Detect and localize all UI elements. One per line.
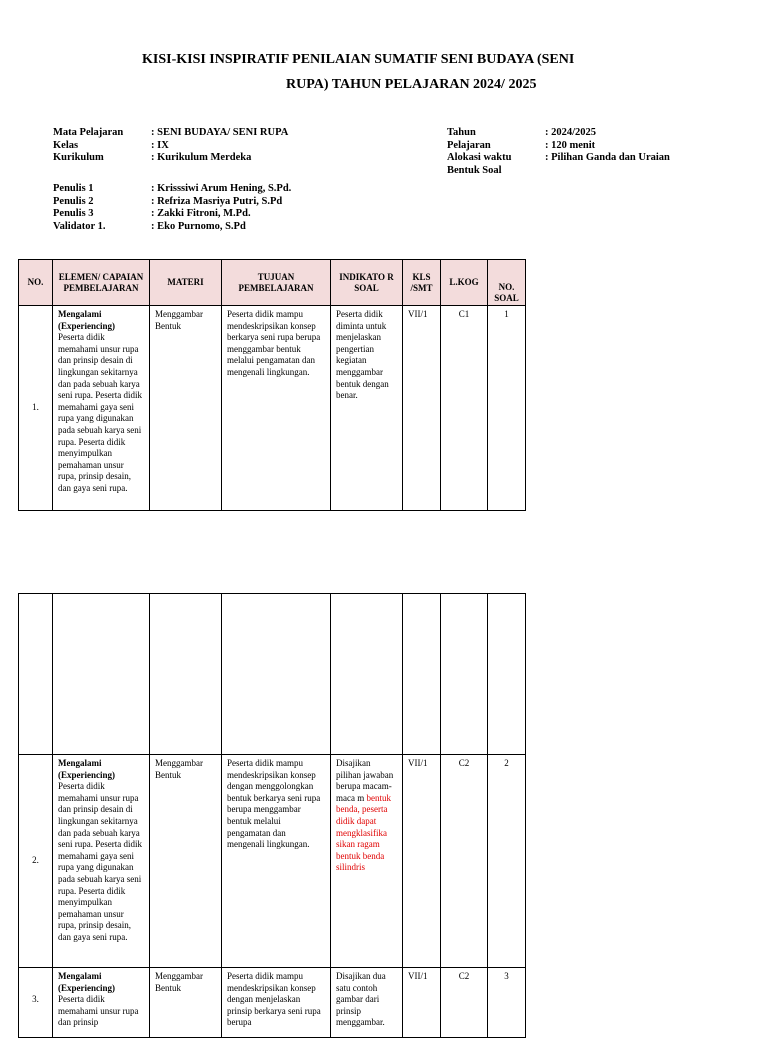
info-label: Mata Pelajaran: [53, 127, 124, 138]
info-value: : IX: [151, 139, 169, 151]
elemen-title: Mengalami (Experiencing): [58, 758, 115, 780]
author-row: [53, 196, 291, 209]
row-materi: Menggambar Bentuk: [150, 755, 222, 968]
info-row-year: [447, 127, 670, 140]
row-tujuan: Peserta didik mampu mendeskripsikan konsep dengan menggolongkan bentuk berkarya seni rupa berupa menggambar bentuk melalui pengamatan dan mengenali lingkungan.: [222, 755, 331, 968]
header-materi: MATERI: [150, 260, 222, 306]
row-tujuan: Peserta didik mampu mendeskripsikan konsep dengan menjelaskan prinsip berkarya seni rupa berupa: [222, 968, 331, 1038]
row-elemen: [53, 755, 150, 968]
indikator-text: Disajikan dua satu contoh gambar dari prinsip menggambar.: [336, 971, 386, 1028]
info-label: Alokasi waktu: [447, 152, 512, 163]
row-nosoal: 1: [488, 306, 526, 511]
info-value: : SENI BUDAYA/ SENI RUPA: [151, 127, 289, 138]
row-indikator: [331, 755, 403, 968]
empty-table-row: [19, 594, 526, 755]
row-kls: VII/1: [403, 968, 441, 1038]
elemen-text: Peserta didik memahami unsur rupa dan prinsip: [58, 994, 139, 1028]
document-title-line2: RUPA) TAHUN PELAJARAN 2024/ 2025: [286, 77, 537, 92]
row-number: 2.: [19, 755, 53, 968]
header-kls: KLS /SMT: [403, 260, 441, 306]
row-lkog: C2: [441, 755, 488, 968]
info-row-time: [447, 152, 670, 165]
table-row: [19, 968, 526, 1038]
info-value: : 2024/2025: [545, 127, 597, 138]
info-row-curriculum: [53, 152, 288, 165]
info-label: Bentuk Soal: [447, 164, 502, 176]
author-row: [53, 183, 291, 196]
header-elemen: ELEMEN/ CAPAIAN PEMBELAJARAN: [53, 260, 150, 306]
row-indikator: [331, 968, 403, 1038]
elemen-title: Mengalami (Experiencing): [58, 971, 115, 993]
info-row-question-type: [447, 165, 670, 178]
indikator-highlight: bentuk benda, peserta didik dapat mengklasifika sikan ragam bentuk benda silindris: [336, 792, 391, 873]
header-lkog: L.KOG: [441, 260, 488, 306]
elemen-title: Mengalami (Experiencing): [58, 309, 115, 331]
author-value: : Krisssiwi Arum Hening, S.Pd.: [151, 183, 292, 194]
row-kls: VII/1: [403, 755, 441, 968]
indikator-text: Peserta didik diminta untuk menjelaskan pengertian kegiatan menggambar bentuk dengan benar.: [336, 309, 389, 401]
author-label: Penulis 2: [53, 195, 94, 207]
info-value: : Pilihan Ganda dan Uraian: [545, 152, 670, 163]
validator-label: Validator 1.: [53, 220, 106, 232]
row-nosoal: 2: [488, 755, 526, 968]
row-number: 3.: [19, 968, 53, 1038]
authors-info: [53, 183, 291, 233]
author-row: [53, 208, 291, 221]
grid-table-page1: [18, 259, 526, 511]
author-label: Penulis 1: [53, 183, 94, 194]
row-materi: Menggambar Bentuk: [150, 306, 222, 511]
table-header-row: [19, 260, 526, 306]
grid-table-page2: [18, 593, 526, 1038]
elemen-text: Peserta didik memahami unsur rupa dan prinsip desain di lingkungan sekitarnya dan pada sebuah karya seni rupa. Peserta didik memahami gaya seni rupa yang digunakan pada sebuah karya seni rupa. Peserta didik menyimpulkan pemahaman unsur rupa, prinsip desain, dan gaya seni rupa.: [58, 332, 142, 493]
header-no: NO.: [19, 260, 53, 306]
row-number: 1.: [19, 306, 53, 511]
row-lkog: C1: [441, 306, 488, 511]
validator-row: [53, 221, 291, 234]
indikator-text: Disajikan pilihan jawaban berupa macam-maca m: [336, 758, 394, 803]
header-nosoal: NO. SOAL: [488, 260, 526, 306]
info-row-class: [53, 140, 288, 153]
row-kls: VII/1: [403, 306, 441, 511]
table-row: [19, 755, 526, 968]
exam-info: [447, 127, 670, 177]
table-row: [19, 306, 526, 511]
subject-info: [53, 127, 288, 165]
elemen-text: Peserta didik memahami unsur rupa dan prinsip desain di lingkungan sekitarnya dan pada sebuah karya seni rupa. Peserta didik memahami gaya seni rupa yang digunakan pada sebuah karya seni rupa. Peserta didik menyimpulkan pemahaman unsur rupa, prinsip desain, dan gaya seni rupa.: [58, 781, 142, 942]
row-materi: Menggambar Bentuk: [150, 968, 222, 1038]
author-value: : Zakki Fitroni, M.Pd.: [151, 208, 251, 219]
header-indikator: INDIKATO R SOAL: [331, 260, 403, 306]
row-elemen: [53, 968, 150, 1038]
document-title-line1: KISI-KISI INSPIRATIF PENILAIAN SUMATIF SENI BUDAYA (SENI: [142, 52, 575, 67]
info-label: Pelajaran: [447, 139, 491, 151]
row-nosoal: 3: [488, 968, 526, 1038]
info-row-lesson: [447, 140, 670, 153]
info-value: : 120 menit: [545, 139, 596, 151]
info-value: : Kurikulum Merdeka: [151, 152, 252, 163]
row-elemen: [53, 306, 150, 511]
info-label: Kurikulum: [53, 152, 104, 163]
info-label: Tahun: [447, 127, 476, 138]
author-value: : Refriza Masriya Putri, S.Pd: [151, 195, 283, 207]
row-lkog: C2: [441, 968, 488, 1038]
info-row-subject: [53, 127, 288, 140]
row-indikator: [331, 306, 403, 511]
author-label: Penulis 3: [53, 208, 94, 219]
validator-value: : Eko Purnomo, S.Pd: [151, 220, 246, 232]
info-label: Kelas: [53, 139, 79, 151]
row-tujuan: Peserta didik mampu mendeskripsikan konsep berkarya seni rupa berupa menggambar bentuk melalui pengamatan dan mengenali lingkungan.: [222, 306, 331, 511]
header-tujuan: TUJUAN PEMBELAJARAN: [222, 260, 331, 306]
